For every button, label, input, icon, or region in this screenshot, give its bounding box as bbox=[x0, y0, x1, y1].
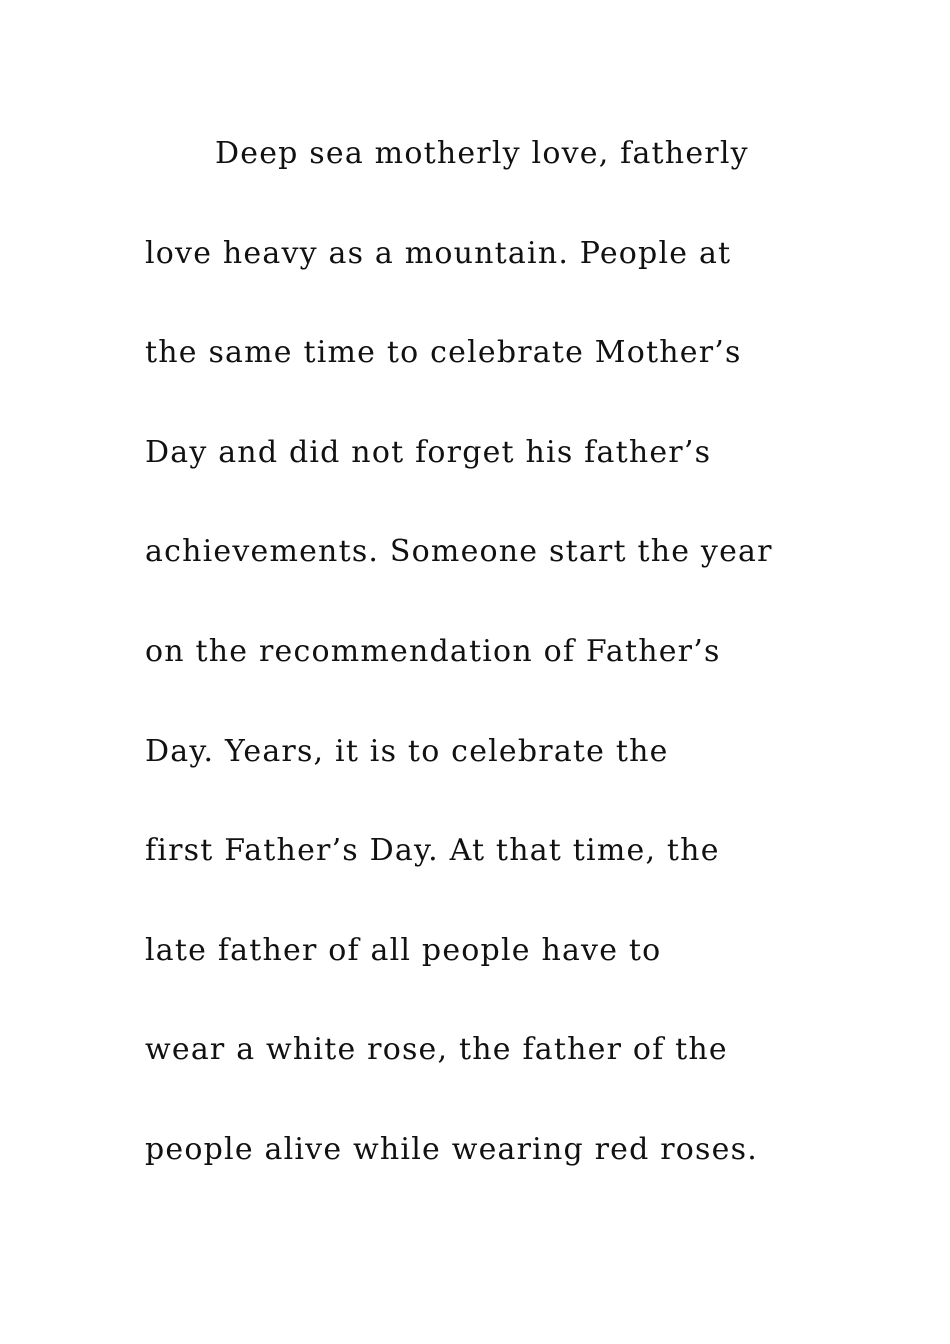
paragraph-line: achievements. Someone start the year bbox=[145, 534, 773, 570]
paragraph-line: first Father’s Day. At that time, the bbox=[145, 833, 720, 869]
paragraph-line: on the recommendation of Father’s bbox=[145, 633, 721, 669]
paragraph-line: late father of all people have to bbox=[145, 932, 662, 968]
paragraph-line: love heavy as a mountain. People at bbox=[145, 235, 732, 271]
paragraph bbox=[145, 128, 825, 1224]
paragraph-line: Deep sea motherly love, fatherly bbox=[215, 136, 749, 171]
paragraph-line: people alive while wearing red roses. bbox=[145, 1131, 758, 1167]
paragraph-line: Day. Years, it is to celebrate the bbox=[145, 733, 669, 769]
paragraph-line: Day and did not forget his father’s bbox=[145, 434, 712, 470]
paragraph-line: wear a white rose, the father of the bbox=[145, 1032, 728, 1068]
paragraph-line: the same time to celebrate Mother’s bbox=[145, 335, 742, 371]
